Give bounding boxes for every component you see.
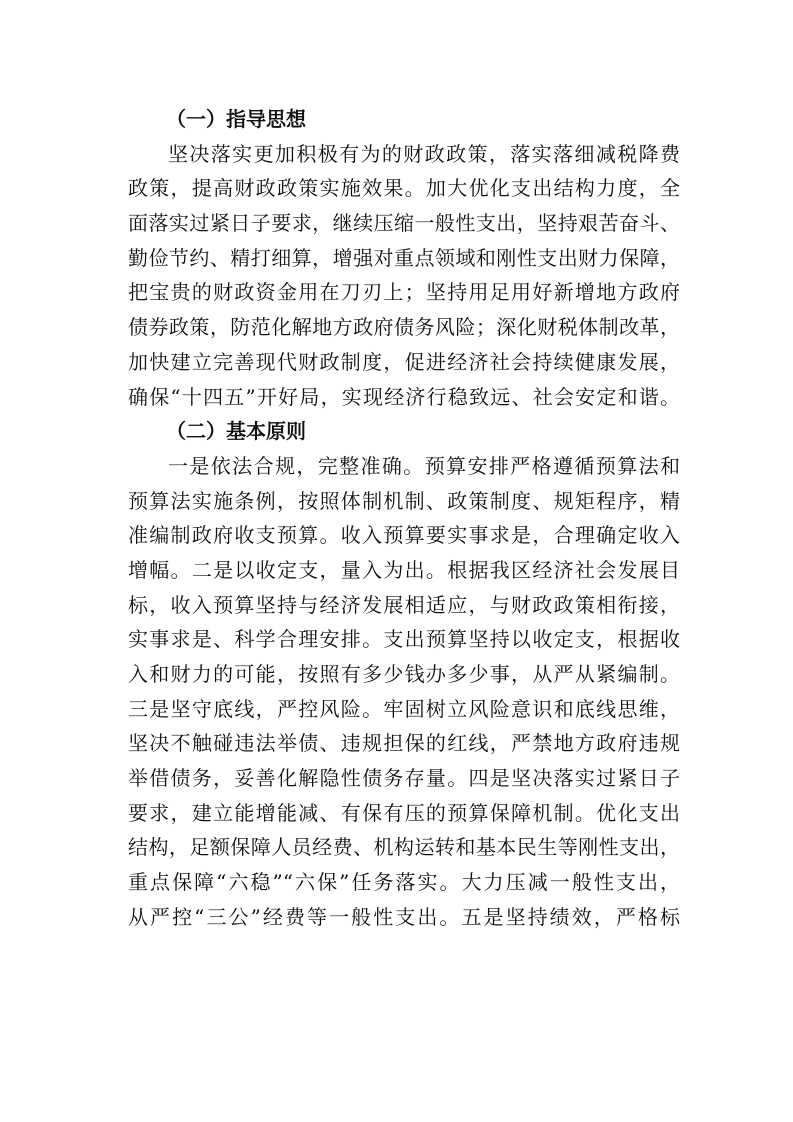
paragraph-line: 重点保障“六稳”“六保”任务落实。大力压减一般性支出，: [128, 870, 680, 895]
document-body: [128, 102, 680, 935]
paragraph-line: 把宝贵的财政资金用在刀刃上；坚持用足用好新增地方政府: [128, 280, 680, 305]
section-heading-basic-principles: （二）基本原则: [166, 419, 306, 444]
paragraph-line: 实事求是、科学合理安排。支出预算坚持以收定支，根据收: [128, 627, 680, 652]
paragraph-line: 坚决落实更加积极有为的财政政策，落实落细减税降费: [168, 141, 680, 166]
paragraph-line: 举借债务，妥善化解隐性债务存量。四是坚决落实过紧日子: [128, 766, 680, 791]
section-heading-guiding-ideology: （一）指导思想: [166, 107, 306, 131]
paragraph-line: 入和财力的可能，按照有多少钱办多少事，从严从紧编制。: [128, 662, 680, 686]
paragraph-line: 增幅。二是以收定支，量入为出。根据我区经济社会发展目: [128, 557, 680, 582]
paragraph-line: 标，收入预算坚持与经济发展相适应，与财政政策相衔接，: [128, 592, 680, 617]
paragraph-line: 三是坚守底线，严控风险。牢固树立风险意识和底线思维，: [128, 696, 680, 721]
paragraph-line: 勤俭节约、精打细算，增强对重点领域和刚性支出财力保障，: [128, 245, 680, 270]
paragraph-line: 坚决不触碰违法举债、违规担保的红线，严禁地方政府违规: [128, 731, 680, 756]
paragraph-line: 准编制政府收支预算。收入预算要实事求是，合理确定收入: [128, 523, 680, 548]
paragraph-basic-principles: [128, 449, 680, 935]
paragraph-line: 确保“十四五”开好局，实现经济行稳致远、社会安定和谐。: [128, 384, 680, 409]
paragraph-line: 结构，足额保障人员经费、机构运转和基本民生等刚性支出，: [128, 835, 680, 860]
paragraph-line: 政策，提高财政政策实施效果。加大优化支出结构力度，全: [128, 176, 680, 201]
paragraph-line: 要求，建立能增能减、有保有压的预算保障机制。优化支出: [128, 800, 680, 825]
paragraph-line: 加快建立完善现代财政制度，促进经济社会持续健康发展，: [128, 349, 680, 374]
paragraph-line: 面落实过紧日子要求，继续压缩一般性支出，坚持艰苦奋斗、: [128, 211, 680, 236]
paragraph-line: 债券政策，防范化解地方政府债务风险；深化财税体制改革，: [128, 315, 680, 340]
paragraph-guiding-ideology: [128, 137, 680, 415]
paragraph-line: 一是依法合规，完整准确。预算安排严格遵循预算法和: [168, 453, 680, 478]
paragraph-line: 从严控“三公”经费等一般性支出。五是坚持绩效，严格标: [128, 904, 680, 929]
paragraph-line: 预算法实施条例，按照体制机制、政策制度、规矩程序，精: [128, 488, 680, 513]
